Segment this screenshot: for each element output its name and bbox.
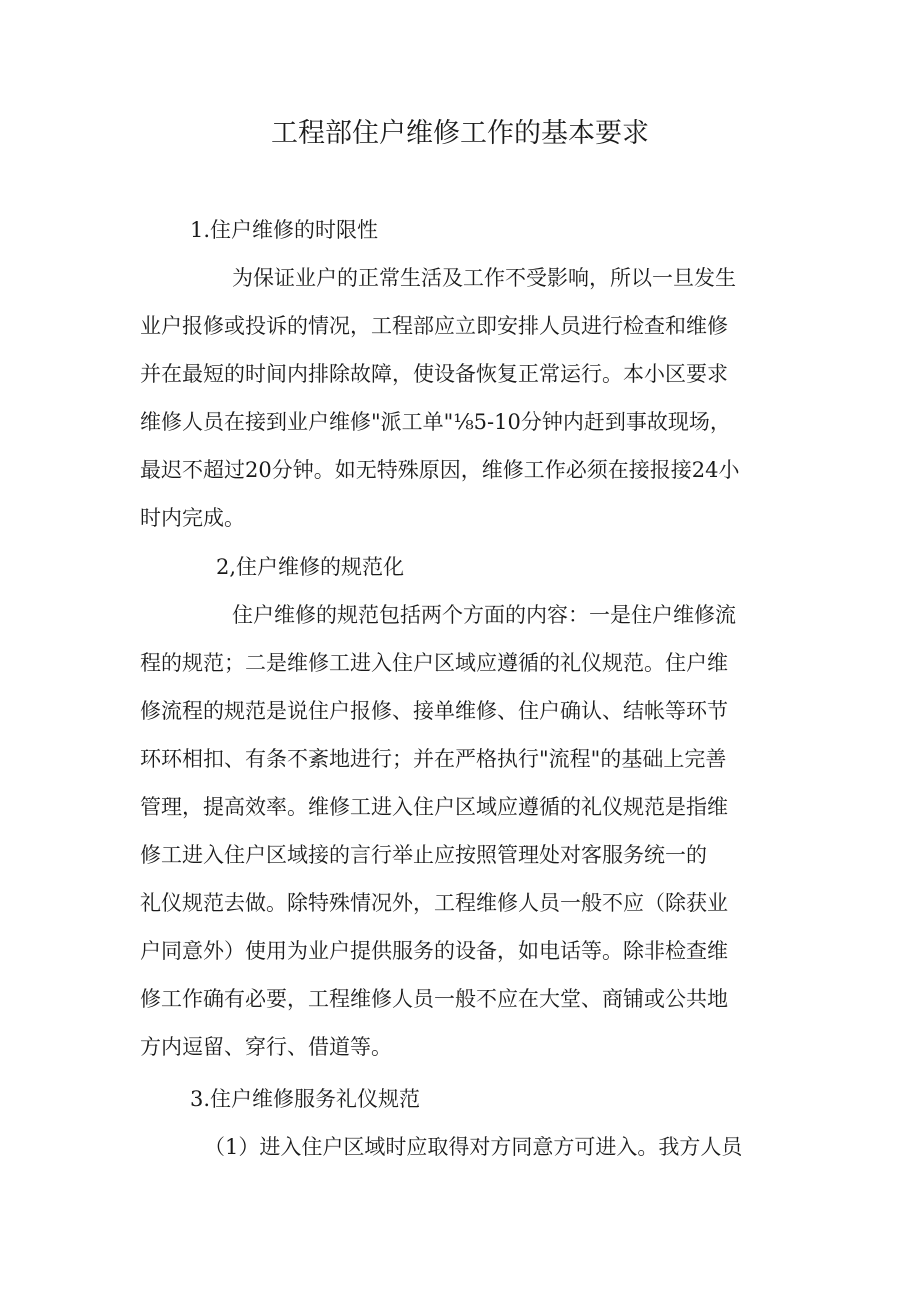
paragraph-line: 环环相扣、有条不紊地进行；并在严格执行"流程"的基础上完善 xyxy=(140,747,727,771)
paragraph-line: 修工作确有必要，工程维修人员一般不应在大堂、商铺或公共地 xyxy=(140,987,728,1011)
paragraph-line: 住户维修的规范包括两个方面的内容：一是住户维修流 xyxy=(232,603,736,627)
paragraph-line: 修工进入住户区域接的言行举止应按照管理处对客服务统一的 xyxy=(140,843,707,867)
paragraph-line: 最迟不超过20分钟。如无特殊原因，维修工作必须在接报接24小 xyxy=(140,458,740,482)
document-title: 工程部住户维修工作的基本要求 xyxy=(271,118,649,149)
section-heading-2: 2,住户维修的规范化 xyxy=(216,555,405,579)
paragraph-line: 方内逗留、穿行、借道等。 xyxy=(140,1035,392,1059)
paragraph-line: 管理，提高效率。维修工进入住户区域应遵循的礼仪规范是指维 xyxy=(140,795,728,819)
section-heading-3: 3.住户维修服务礼仪规范 xyxy=(190,1087,421,1111)
paragraph-line: 并在最短的时间内排除故障，使设备恢复正常运行。本小区要求 xyxy=(140,362,728,386)
paragraph-line: 礼仪规范去做。除特殊情况外，工程维修人员一般不应（除获业 xyxy=(140,891,728,915)
paragraph-line: （1）进入住户区域时应取得对方同意方可进入。我方人员 xyxy=(204,1135,743,1159)
paragraph-line: 为保证业户的正常生活及工作不受影响，所以一旦发生 xyxy=(232,266,736,290)
paragraph-line: 修流程的规范是说住户报修、接单维修、住户确认、结帐等环节 xyxy=(140,699,728,723)
paragraph-line: 维修人员在接到业户维修"派工单"⅛5-10分钟内赶到事故现场， xyxy=(140,410,731,434)
paragraph-line: 时内完成。 xyxy=(140,506,245,530)
paragraph-line: 户同意外）使用为业户提供服务的设备，如电话等。除非检查维 xyxy=(140,939,728,963)
paragraph-line: 业户报修或投诉的情况，工程部应立即安排人员进行检查和维修 xyxy=(140,314,728,338)
section-heading-1: 1.住户维修的时限性 xyxy=(190,218,379,242)
paragraph-line: 程的规范；二是维修工进入住户区域应遵循的礼仪规范。住户维 xyxy=(140,651,728,675)
